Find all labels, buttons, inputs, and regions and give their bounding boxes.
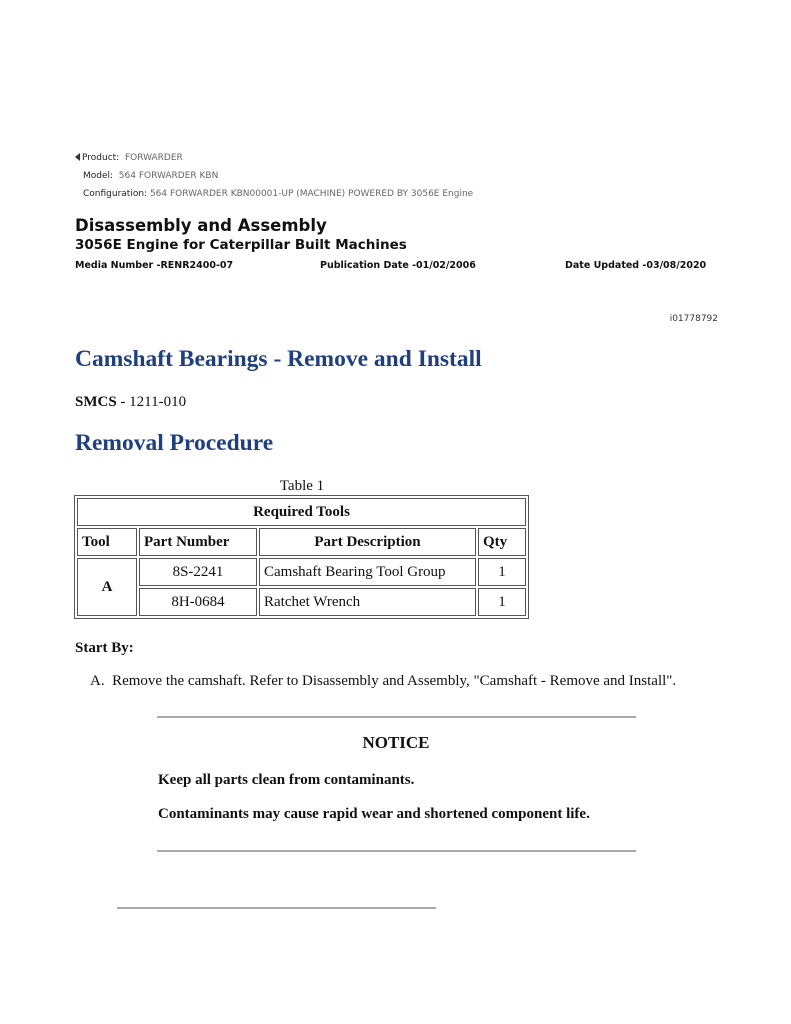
table-row <box>77 558 526 586</box>
smcs-label: SMCS <box>75 394 117 410</box>
publication-date: Publication Date -01/02/2006 <box>320 260 476 271</box>
footer-divider <box>117 907 436 909</box>
page-heading: Camshaft Bearings - Remove and Install <box>75 346 482 372</box>
smcs-code <box>75 394 186 411</box>
notice-line-1: Keep all parts clean from contaminants. <box>158 772 415 788</box>
section-heading: Removal Procedure <box>75 430 274 456</box>
configuration-row <box>75 185 473 203</box>
product-label: Product: <box>82 153 120 163</box>
product-value: FORWARDER <box>124 153 183 163</box>
table-row <box>77 588 526 616</box>
configuration-value: 564 FORWARDER KBN00001-UP (MACHINE) POWERED BY 3056E Engine <box>149 189 474 199</box>
notice-top-divider <box>157 716 636 718</box>
document-title: Disassembly and Assembly <box>75 216 327 235</box>
step-marker: A. <box>90 673 105 689</box>
table-title: Required Tools <box>77 498 526 526</box>
qty-cell: 1 <box>478 588 526 616</box>
part-description-cell: Ratchet Wrench <box>259 588 476 616</box>
part-number-cell: 8S-2241 <box>139 558 257 586</box>
configuration-label: Configuration: <box>83 189 148 199</box>
step-item <box>90 673 676 690</box>
notice-bottom-divider <box>157 850 636 852</box>
column-header-part-description: Part Description <box>259 528 476 556</box>
step-text: Remove the camshaft. Refer to Disassembly and Assembly, "Camshaft - Remove and Install". <box>112 673 677 689</box>
document-id: i01778792 <box>669 314 718 324</box>
product-info <box>75 149 473 203</box>
column-header-qty: Qty <box>478 528 526 556</box>
table-caption: Table 1 <box>279 478 325 494</box>
table-title-row <box>77 498 526 526</box>
column-header-tool: Tool <box>77 528 137 556</box>
model-row <box>75 167 473 185</box>
smcs-value: - 1211-010 <box>116 394 187 410</box>
notice-title: NOTICE <box>362 733 430 752</box>
notice-line-2: Contaminants may cause rapid wear and shortened component life. <box>158 806 590 822</box>
part-description-cell: Camshaft Bearing Tool Group <box>259 558 476 586</box>
model-label: Model: <box>83 171 114 181</box>
model-value: 564 FORWARDER KBN <box>118 171 219 181</box>
product-row[interactable] <box>75 149 473 167</box>
part-number-cell: 8H-0684 <box>139 588 257 616</box>
table-header-row <box>77 528 526 556</box>
document-subtitle: 3056E Engine for Caterpillar Built Machines <box>75 237 407 253</box>
start-by-label: Start By: <box>75 640 134 656</box>
media-number: Media Number -RENR2400-07 <box>75 260 234 271</box>
column-header-part-number: Part Number <box>139 528 257 556</box>
date-updated: Date Updated -03/08/2020 <box>565 260 707 271</box>
tool-group-cell: A <box>77 558 137 616</box>
back-arrow-icon[interactable] <box>75 153 80 161</box>
qty-cell: 1 <box>478 558 526 586</box>
required-tools-table <box>74 495 529 619</box>
